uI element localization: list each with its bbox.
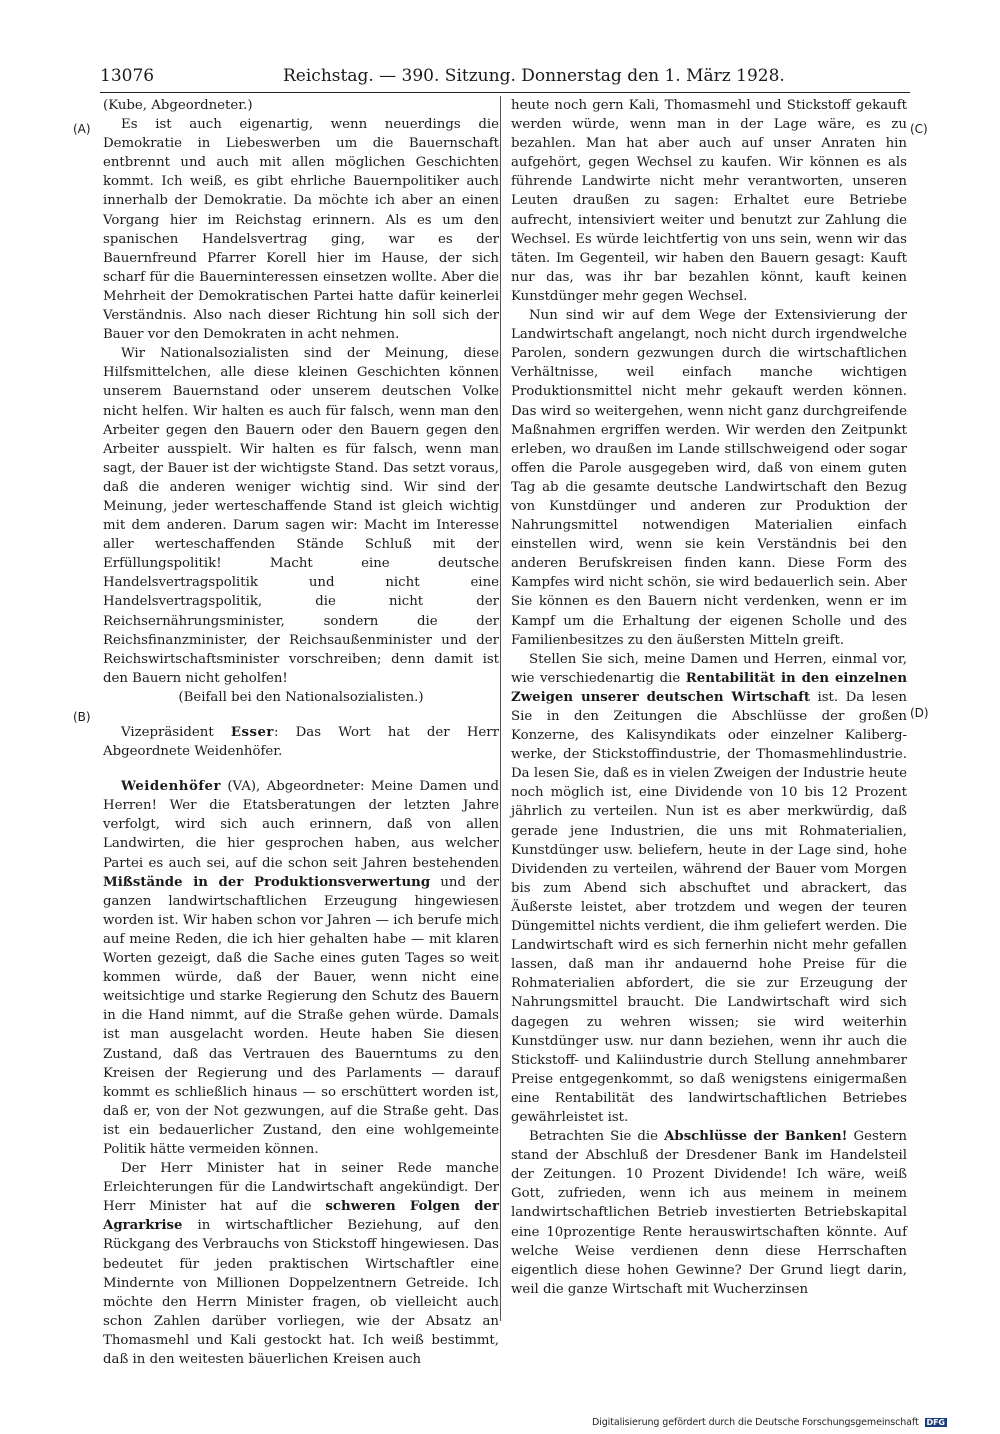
page-number: 13076	[100, 66, 155, 86]
emphasis: Abschlüsse der Banken!	[664, 1129, 848, 1145]
paragraph: Wir Nationalsozialisten sind der Meinung, diese Hilfsmittelchen, alle diese kleinen Geschichten können unserem Bauernstand oder unserem deutschen Volke nicht helfen. Wir halten es auch für falsch, wenn man den Arbeiter gegen den Bauern oder den Bauern gegen den Arbeiter ausspielt. Wir halten es für falsch, wenn man sagt, der Bauer ist der wichtigste Stand. Das setzt voraus, daß die anderen weniger wichtig sind. Wir sind der Meinung, jeder werteschaffende Stand ist gleich wichtig mit dem anderen. Darum sagen wir: Macht im Interesse aller werteschaffenden Stände Schluß mit der Erfüllungspolitik! Macht eine deutsche Handelsvertragspolitik und nicht eine Handelsvertragspolitik, die nicht der Reichsernährungsminister, sondern die der Reichsfinanzminister, der Reichsaußenminister und der Reichswirtschaftsminister vorschreiben; denn damit ist den Bauern nicht geholfen!	[103, 346, 499, 686]
footer-text: Digitalisierung gefördert durch die Deutsche Forschungsgemeinschaft	[592, 1417, 919, 1428]
paragraph: Es ist auch eigenartig, wenn neuerdings die Demokratie in Liebeswerben um die Bauernschaft entbrennt und auch mit allen möglichen Geschichten kommt. Ich weiß, es gibt ehrliche Bauernpolitiker auch innerhalb der Demokratie. Da möchte ich aber an einen Vorgang hier im Reichstag erinnern. Als es um den spanischen Handelsvertrag ging, war es der Bauernfreund Pfarrer Korell hier im Hause, der sich scharf für die Bauerninteressen einsetzen wollte. Aber die Mehrheit der Demokratischen Partei hatte dafür keinerlei Verständnis. Also nach dieser Richtung hin soll sich der Bauer vor den Demokraten in acht nehmen.	[103, 117, 499, 343]
emphasis: Rentabilität in den einzelnen Zweigen unserer deutschen Wirtschaft	[511, 670, 907, 705]
paragraph: heute noch gern Kali, Thomasmehl und Stickstoff gekauft werden würde, wenn man in der Lage wäre, es zu bezahlen. Man hat aber auch auf unser Anraten hin aufgehört, gegen Wechsel zu kaufen. Wir können es als führende Landwirte nicht mehr verantworten, unseren Leuten draußen zu sagen: Erhaltet eure Betriebe aufrecht, intensiviert weiter und benutzt zur Zahlung die Wechsel. Es würde leichtfertig von uns sein, wenn wir das täten. Im Gegenteil, wir haben den Bauern gesagt: Kauft nur das, was ihr bar bezahlen könnt, kauft keinen Kunstdünger mehr gegen Wechsel.	[511, 98, 907, 304]
paragraph: Betrachten Sie die Abschlüsse der Banken! Gestern stand der Abschluß der Dresdener Bank im Handelsteil der Zeitungen. 10 Prozent Dividende! Ich wäre, weiß Gott, zufrieden, wenn ich aus meinem in meinem landwirtschaftlichen Betrieb investierten Betriebskapital eine 10prozentige Rente herauswirtschaften könnte. Auf welche Weise verdienen denn diese Herrschaften eigentlich diese hohen Gewinne? Der Grund liegt darin, weil die ganze Wirtschaft mit Wucherzinsen	[511, 1129, 907, 1297]
running-title: Reichstag. — 390. Sitzung. Donnerstag den 1. März 1928.	[283, 66, 785, 86]
speaker-label: (Kube, Abgeordneter.)	[103, 98, 253, 113]
left-column	[103, 96, 499, 1369]
speaker-name: Esser	[230, 725, 274, 740]
emphasis: Mißstände in der Produktionsverwertung	[103, 874, 431, 890]
margin-mark-c: (C)	[910, 122, 928, 136]
right-column	[511, 96, 907, 1299]
emphasis: schweren Folgen der Agrarkrise	[103, 1199, 499, 1234]
margin-mark-a: (A)	[73, 122, 91, 136]
vice-president-paragraph: Vizepräsident Esser: Das Wort hat der Herr Abgeordnete Weidenhöfer.	[103, 725, 499, 760]
header-rule	[100, 92, 910, 93]
margin-mark-d: (D)	[910, 706, 929, 720]
dfg-logo-icon: DFG	[926, 1418, 945, 1427]
paragraph: Der Herr Minister hat in seiner Rede manche Erleichterungen für die Landwirtschaft angekündigt. Der Herr Minister hat auf die schweren Folgen der Agrarkrise in wirtschaftlicher Beziehung, auf den Rückgang des Verbrauchs von Stickstoff hingewiesen. Das bedeutet für jeden praktischen Wirtschaftler eine Mindernte von Millionen Doppelzentnern Getreide. Ich möchte den Herrn Minister fragen, ob vielleicht auch schon Zahlen darüber vorliegen, wie der Absatz an Thomasmehl und Kali gestockt hat. Ich weiß bestimmt, daß in den weitesten bäuerlichen Kreisen auch	[103, 1161, 499, 1367]
page-header	[100, 66, 900, 94]
speech-paragraph: Weidenhöfer (VA), Abgeordneter: Meine Damen und Herren! Wer die Etatsberatungen der letzten Jahre verfolgt, wird sich auch erinnern, daß von allen Landwirten, die hier gesprochen haben, aus welcher Partei es auch sei, auf die schon seit Jahren bestehenden Mißstände in der Produktionsverwertung und der ganzen landwirtschaftlichen Erzeugung hingewiesen worden ist. Wir haben schon vor Jahren — ich berufe mich auf meine Reden, die ich hier gehalten habe — mit klaren Worten gezeigt, daß die Sache eines guten Tages so weit kommen würde, daß der Bauer, wenn nicht eine weitsichtige und starke Regierung den Schutz des Bauern in die Hand nimmt, auf die Straße gehen würde. Damals ist man ausgelacht worden. Heute haben Sie diesen Zustand, daß das Vertrauen des Bauerntums zu den Kreisen der Regierung und des Parlaments — darauf kommt es schließlich hinaus — so erschüttert worden ist, daß er, von der Not gezwungen, auf die Straße geht. Das ist ein bedauerlicher Zustand, den eine wohlgemeinte Politik hätte vermeiden können.	[103, 779, 499, 1157]
footer-credit	[592, 1417, 947, 1428]
margin-mark-b: (B)	[73, 710, 91, 724]
speaker-name: Weidenhöfer	[121, 779, 222, 795]
column-divider	[500, 96, 501, 1321]
paragraph: Nun sind wir auf dem Wege der Extensivierung der Landwirtschaft angelangt, noch nicht durch irgendwelche Parolen, sondern gezwungen durch die wirtschaftlichen Verhältnisse, weil einfach manche wichtigen Produktionsmittel nicht mehr gekauft werden können. Das wird so weitergehen, wenn nicht ganz durchgreifende Maßnahmen ergriffen werden. Wir werden den Zeitpunkt erleben, wo draußen im Lande stillschweigend oder sogar offen die Parole ausgegeben wird, daß von einem guten Tag ab die gesamte deutsche Landwirtschaft den Bezug von Kunstdünger und anderen zur Produktion der Nahrungsmittel notwendigen Materialien einfach einstellen wird, wenn sie kein Verständnis bei den anderen Berufskreisen finden kann. Diese Form des Kampfes wird nicht schön, sie wird bedauerlich sein. Aber Sie können es den Bauern nicht verdenken, wenn er im Kampf um die Erhaltung der eigenen Scholle und des Familienbesitzes zu den äußersten Mitteln greift.	[511, 308, 907, 648]
applause-note: (Beifall bei den Nationalsozialisten.)	[178, 689, 424, 705]
paragraph: Stellen Sie sich, meine Damen und Herren, einmal vor, wie verschiedenartig die Rentabilität in den einzelnen Zweigen unserer deutschen Wirtschaft ist. Da lesen Sie in den Zeitungen die Abschlüsse der großen Konzerne, des Kalisyndikats oder einzelner Kalibergwerke, der Stickstoffindustrie, der Thomasmehlindustrie. Da lesen Sie, daß es in vielen Zweigen der Industrie heute noch möglich ist, eine Dividende von 10 bis 12 Prozent jährlich zu verteilen. Nun ist es aber merkwürdig, daß gerade jene Industrien, die uns mit Rohmaterialien, Kunstdünger usw. beliefern, heute in der Lage sind, hohe Dividenden zu verteilen, während der Bauer vom Morgen bis zum Abend sich abschuftet und abrackert, das Äußerste leistet, aber trotzdem und wegen der teuren Düngemittel nichts verdient, die ihm geliefert werden. Die Landwirtschaft wird es sich fernerhin nicht mehr gefallen lassen, daß man ihr andauernd hohe Preise für die Rohmaterialien abfordert, die sie zur Erzeugung der Nahrungsmittel braucht. Die Landwirtschaft wird sich dagegen zu wehren wissen; sie wird weiterhin Kunstdünger usw. nur dann beziehen, wenn ihr auch die Stickstoff- und Kaliindustrie durch Stellung annehmbarer Preise entgegenkommt, so daß wenigstens einigermaßen eine Rentabilität des landwirtschaftlichen Betriebes gewährleistet ist.	[511, 651, 907, 1125]
